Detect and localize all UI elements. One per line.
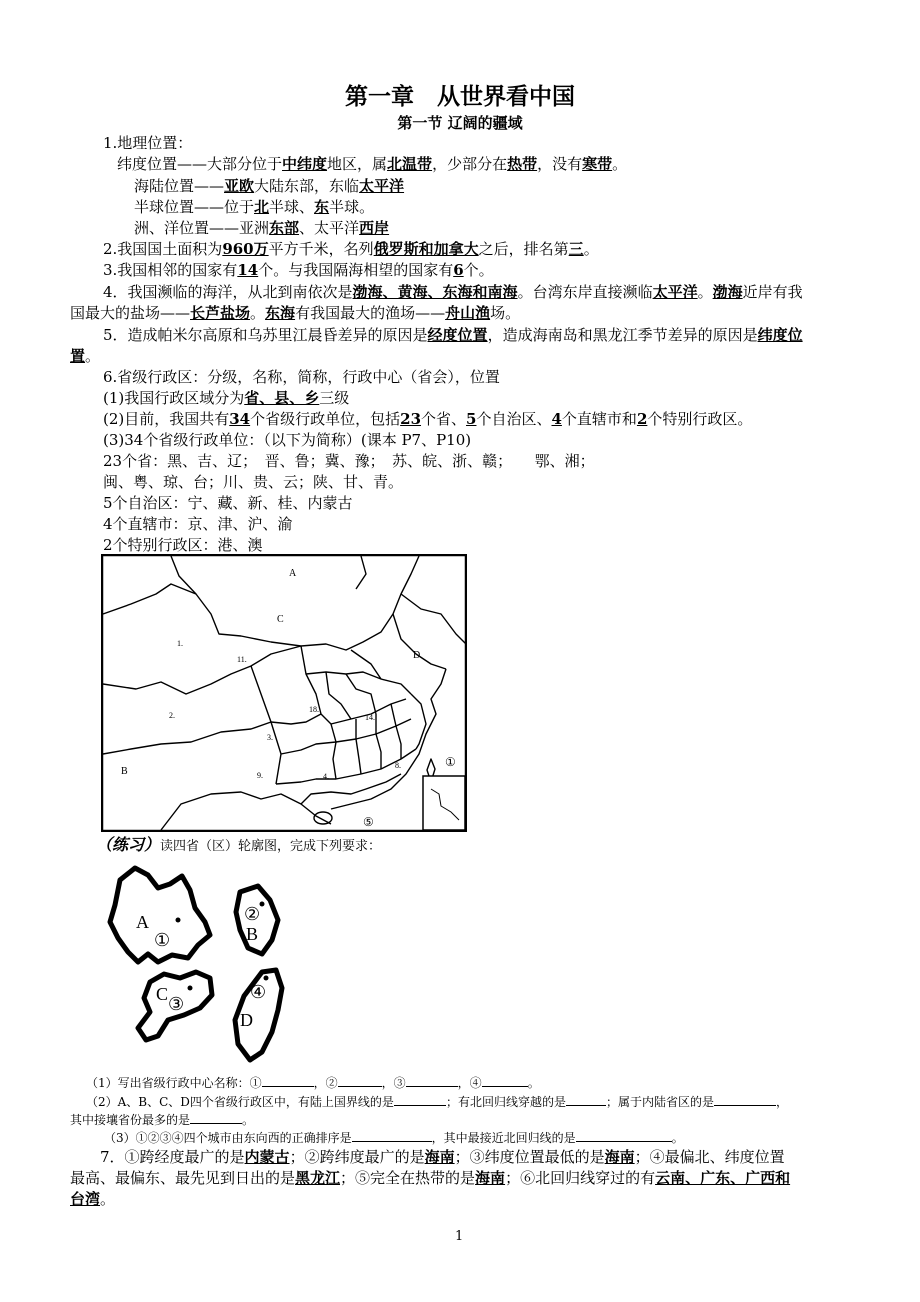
- page-number: 1: [455, 1229, 464, 1244]
- s1-heading: 1.地理位置：: [103, 134, 193, 152]
- s7-line3: 台湾。: [70, 1190, 116, 1208]
- s6-heading: 6.省级行政区：分级，名称，简称，行政中心（省会），位置: [103, 368, 500, 386]
- s5-line2: 置。: [70, 347, 101, 365]
- s5-line1: 5．造成帕米尔高原和乌苏里江晨昏差异的原因是经度位置，造成海南岛和黑龙江季节差异的原因是纬度位: [103, 326, 803, 344]
- exercise-q2b: 其中接壤省份最多的是 。: [70, 1113, 255, 1127]
- exercise-intro: （练习）读四省（区）轮廓图，完成下列要求：: [96, 835, 382, 854]
- s6-municipal: 4个直辖市：京、津、沪、渝: [103, 515, 293, 533]
- s1-sea-land: 海陆位置——亚欧大陆东部，东临太平洋: [134, 177, 405, 195]
- map-label-b: B: [121, 766, 128, 777]
- exercise-q2a: （2）A、B、C、D四个省级行政区中，有陆上国界线的是 ；有北回归线穿越的是 ；属于内陆省区的是 ，: [86, 1095, 788, 1109]
- map-label-14: 14.: [365, 713, 375, 722]
- china-map: [101, 554, 467, 832]
- map-label-1: 1.: [177, 639, 183, 648]
- map-label-2: 2.: [169, 711, 175, 720]
- s1-latitude: 纬度位置——大部分位于中纬度地区，属北温带，少部分在热带，没有寒带。: [117, 155, 628, 173]
- map-label-c5: ⑤: [363, 815, 374, 829]
- s7-line2: 最高、最偏东、最先见到日出的是黑龙江；⑤完全在热带的是海南；⑥北回归线穿过的有云南、广东、广西和: [70, 1169, 791, 1187]
- s6-autonomous: 5个自治区：宁、藏、新、桂、内蒙古: [103, 494, 353, 512]
- outline-label-3: ③: [168, 994, 185, 1014]
- map-label-9: 9.: [257, 771, 263, 780]
- map-label-3: 3.: [267, 733, 273, 742]
- map-label-4: 4.: [323, 772, 329, 781]
- s2-area: 2.我国国土面积为960万平方千米，名列俄罗斯和加拿大之后，排名第三。: [103, 240, 599, 258]
- outline-label-c: C: [156, 984, 169, 1004]
- s6-provinces-2: 闽、粤、琼、台；川、贵、云；陕、甘、青。: [103, 473, 404, 491]
- province-outlines: [100, 860, 300, 1070]
- outline-label-4: ④: [250, 982, 267, 1002]
- map-label-11: 11.: [237, 655, 247, 664]
- s3-neighbors: 3.我国相邻的国家有14个。与我国隔海相望的国家有6个。: [103, 261, 494, 279]
- s4-line1: 4．我国濒临的海洋，从北到南依次是渤海、黄海、东海和南海。台湾东岸直接濒临太平洋。渤海近岸有我: [103, 283, 803, 301]
- outline-label-a: A: [136, 912, 149, 932]
- map-label-c1: ①: [445, 755, 456, 769]
- map-label-18: 18.: [309, 705, 319, 714]
- map-label-8: 8.: [395, 761, 401, 770]
- s7-line1: 7．①跨经度最广的是内蒙古；②跨纬度最广的是海南；③纬度位置最低的是海南；④最偏北、纬度位置: [100, 1148, 785, 1166]
- s6-p2: (2)目前，我国共有34个省级行政单位，包括23个省、5个自治区、4个直辖市和2个特别行政区。: [103, 410, 753, 428]
- s1-continent: 洲、洋位置——亚洲东部、太平洋西岸: [134, 219, 390, 237]
- exercise-q1: （1）写出省级行政中心名称：① ，② ，③ ，④ 。: [86, 1076, 540, 1090]
- section-title: 第一节 辽阔的疆域: [397, 114, 523, 132]
- s4-line2: 国最大的盐场——长芦盐场。东海有我国最大的渔场——舟山渔场。: [70, 304, 521, 322]
- chapter-title: 第一章 从世界看中国: [345, 84, 575, 110]
- outline-label-1: ①: [154, 930, 171, 950]
- s6-p1: (1)我国行政区域分为省、县、乡三级: [103, 389, 350, 407]
- s6-p3: (3)34个省级行政单位：（以下为简称）(课本 P7、P10): [103, 431, 472, 449]
- map-label-c: C: [277, 614, 284, 625]
- s6-provinces-1: 23个省：黑、吉、辽； 晋、鲁；冀、豫； 苏、皖、浙、赣； 鄂、湘；: [103, 452, 595, 470]
- outline-label-b: B: [246, 924, 259, 944]
- exercise-q3: （3）①②③④四个城市由东向西的正确排序是 ，其中最接近北回归线的是 。: [104, 1131, 684, 1145]
- map-label-d: D: [413, 650, 421, 661]
- outline-label-2: ②: [244, 904, 261, 924]
- s1-hemisphere: 半球位置——位于北半球、东半球。: [134, 198, 375, 216]
- s6-sar: 2个特别行政区：港、澳: [103, 536, 263, 554]
- outline-label-d: D: [240, 1010, 253, 1030]
- map-label-a: A: [289, 568, 297, 579]
